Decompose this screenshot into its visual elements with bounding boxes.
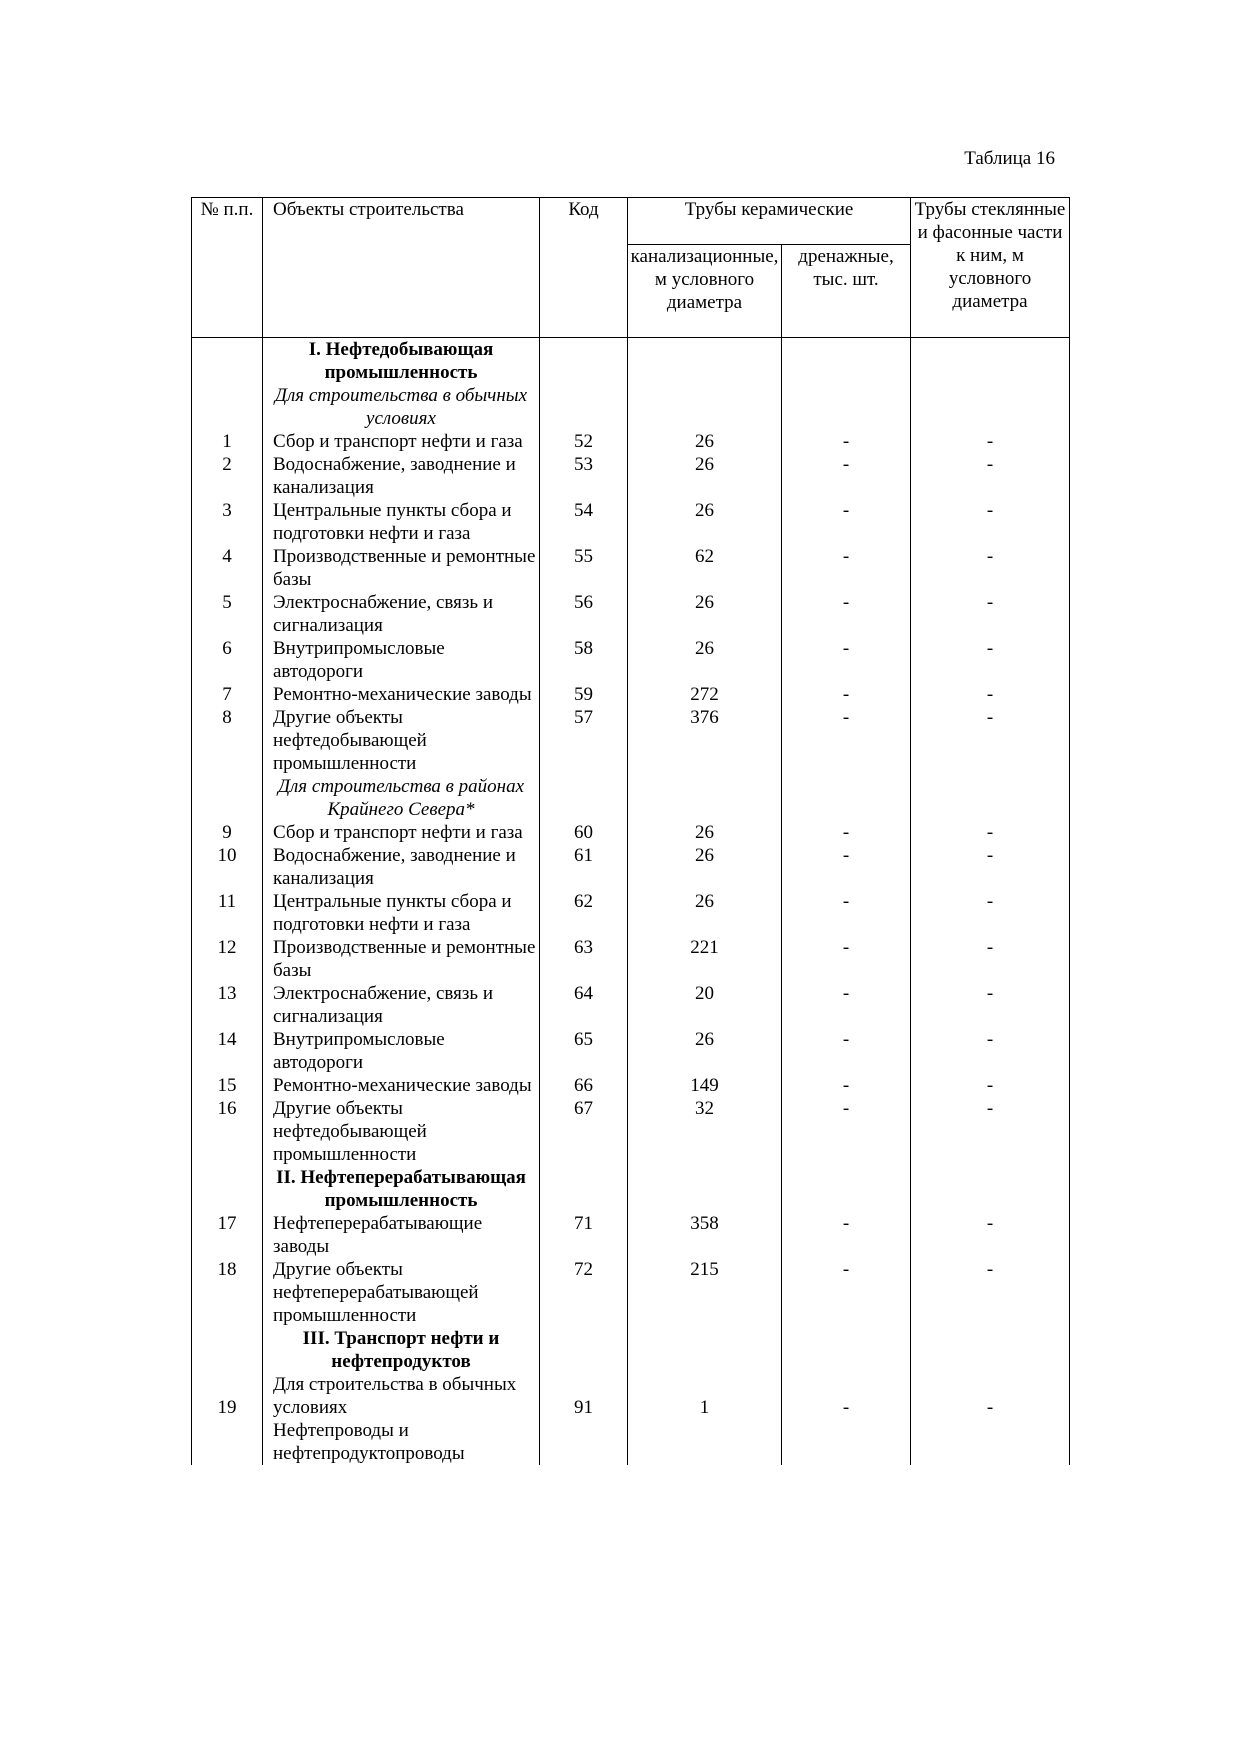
row-object-name: Ремонтно-механические заводы bbox=[273, 1075, 532, 1096]
row-object bbox=[263, 430, 540, 453]
row-glass: - bbox=[911, 683, 1070, 706]
row-drain: - bbox=[782, 453, 911, 499]
cell-empty bbox=[911, 1327, 1070, 1373]
row-object bbox=[263, 890, 540, 936]
row-code: 56 bbox=[540, 591, 628, 637]
row-sewer: 26 bbox=[628, 821, 782, 844]
row-object bbox=[263, 453, 540, 499]
row-number: 10 bbox=[192, 844, 263, 890]
row-code: 72 bbox=[540, 1258, 628, 1327]
table-row bbox=[192, 430, 1070, 453]
table-row bbox=[192, 1373, 1070, 1465]
row-object-name: Производственные и ремонтные базы bbox=[273, 937, 536, 981]
section-row bbox=[192, 338, 1070, 385]
header-glass: Трубы стеклянные и фасонные части к ним, м условного диаметра bbox=[911, 198, 1070, 338]
row-code: 54 bbox=[540, 499, 628, 545]
row-drain: - bbox=[782, 591, 911, 637]
cell-num-empty bbox=[192, 384, 263, 430]
row-code: 67 bbox=[540, 1097, 628, 1166]
row-object bbox=[263, 821, 540, 844]
row-number: 5 bbox=[192, 591, 263, 637]
row-glass: - bbox=[911, 637, 1070, 683]
row-object-name: Сбор и транспорт нефти и газа bbox=[273, 822, 523, 843]
header-code: Код bbox=[540, 198, 628, 338]
row-glass: - bbox=[911, 1212, 1070, 1258]
table-row bbox=[192, 683, 1070, 706]
header-ceramic: Трубы керамические bbox=[628, 198, 911, 245]
subsection-title: Для строительства в районах Крайнего Севера* bbox=[263, 775, 540, 821]
row-object-name: Центральные пункты сбора и подготовки нефти и газа bbox=[273, 891, 512, 935]
row-drain: - bbox=[782, 1258, 911, 1327]
row-code: 60 bbox=[540, 821, 628, 844]
row-sewer: 1 bbox=[628, 1373, 782, 1465]
table-row bbox=[192, 545, 1070, 591]
row-object bbox=[263, 1258, 540, 1327]
subsection-row bbox=[192, 775, 1070, 821]
row-code: 59 bbox=[540, 683, 628, 706]
table-row bbox=[192, 1028, 1070, 1074]
row-drain: - bbox=[782, 545, 911, 591]
row-number: 9 bbox=[192, 821, 263, 844]
row-glass: - bbox=[911, 591, 1070, 637]
row-object bbox=[263, 591, 540, 637]
row-sewer: 62 bbox=[628, 545, 782, 591]
row-number: 2 bbox=[192, 453, 263, 499]
cell-empty bbox=[628, 384, 782, 430]
row-drain: - bbox=[782, 936, 911, 982]
row-code: 66 bbox=[540, 1074, 628, 1097]
row-sewer: 376 bbox=[628, 706, 782, 775]
row-glass: - bbox=[911, 453, 1070, 499]
row-object bbox=[263, 545, 540, 591]
cell-empty bbox=[782, 1327, 911, 1373]
row-glass: - bbox=[911, 982, 1070, 1028]
row-object-name: Другие объекты нефтедобывающей промышленности bbox=[273, 1098, 427, 1165]
row-glass: - bbox=[911, 430, 1070, 453]
row-object-name: Сбор и транспорт нефти и газа bbox=[273, 431, 523, 452]
cell-empty bbox=[782, 384, 911, 430]
row-object bbox=[263, 1097, 540, 1166]
row-number: 17 bbox=[192, 1212, 263, 1258]
row-object bbox=[263, 1074, 540, 1097]
row-sewer: 20 bbox=[628, 982, 782, 1028]
row-glass: - bbox=[911, 844, 1070, 890]
row-code: 71 bbox=[540, 1212, 628, 1258]
row-object-name: Водоснабжение, заводнение и канализация bbox=[273, 845, 516, 889]
row-sewer: 26 bbox=[628, 844, 782, 890]
table-body bbox=[192, 338, 1070, 1466]
cell-empty bbox=[911, 1166, 1070, 1212]
cell-empty bbox=[628, 338, 782, 385]
row-drain: - bbox=[782, 890, 911, 936]
row-drain: - bbox=[782, 982, 911, 1028]
table-row bbox=[192, 706, 1070, 775]
row-code: 91 bbox=[540, 1373, 628, 1465]
cell-empty bbox=[628, 1327, 782, 1373]
row-glass: - bbox=[911, 821, 1070, 844]
cell-empty bbox=[782, 775, 911, 821]
row-glass: - bbox=[911, 1373, 1070, 1465]
row-object bbox=[263, 1373, 540, 1465]
row-object bbox=[263, 936, 540, 982]
cell-empty bbox=[540, 384, 628, 430]
cell-empty bbox=[540, 338, 628, 385]
row-number: 11 bbox=[192, 890, 263, 936]
cell-empty bbox=[911, 775, 1070, 821]
table-row bbox=[192, 637, 1070, 683]
row-number: 16 bbox=[192, 1097, 263, 1166]
subsection-title: Для строительства в обычных условиях bbox=[263, 384, 540, 430]
row-sewer: 26 bbox=[628, 453, 782, 499]
table-row bbox=[192, 1097, 1070, 1166]
row-object-name: Ремонтно-механические заводы bbox=[273, 684, 532, 705]
cell-empty bbox=[540, 775, 628, 821]
table-row bbox=[192, 982, 1070, 1028]
row-glass: - bbox=[911, 1028, 1070, 1074]
row-number: 14 bbox=[192, 1028, 263, 1074]
row-glass: - bbox=[911, 545, 1070, 591]
row-object bbox=[263, 637, 540, 683]
row-object-name: Водоснабжение, заводнение и канализация bbox=[273, 454, 516, 498]
cell-empty bbox=[628, 1166, 782, 1212]
row-sewer: 26 bbox=[628, 499, 782, 545]
header-sewer: канализационные, м условного диаметра bbox=[628, 245, 782, 338]
row-sewer: 32 bbox=[628, 1097, 782, 1166]
row-drain: - bbox=[782, 637, 911, 683]
row-object bbox=[263, 1028, 540, 1074]
table-row bbox=[192, 453, 1070, 499]
cell-empty bbox=[628, 775, 782, 821]
table-row bbox=[192, 821, 1070, 844]
row-sewer: 358 bbox=[628, 1212, 782, 1258]
row-number: 12 bbox=[192, 936, 263, 982]
row-object-name: Внутрипромысловые автодороги bbox=[273, 638, 445, 682]
row-object bbox=[263, 683, 540, 706]
table-caption: Таблица 16 bbox=[964, 148, 1055, 169]
row-number: 1 bbox=[192, 430, 263, 453]
row-object bbox=[263, 844, 540, 890]
row-object-name: Производственные и ремонтные базы bbox=[273, 546, 536, 590]
row-glass: - bbox=[911, 499, 1070, 545]
row-code: 63 bbox=[540, 936, 628, 982]
row-drain: - bbox=[782, 1097, 911, 1166]
cell-num-empty bbox=[192, 338, 263, 385]
row-number: 3 bbox=[192, 499, 263, 545]
row-object bbox=[263, 706, 540, 775]
row-object bbox=[263, 1212, 540, 1258]
row-code: 55 bbox=[540, 545, 628, 591]
row-code: 58 bbox=[540, 637, 628, 683]
row-object-name: Центральные пункты сбора и подготовки нефти и газа bbox=[273, 500, 512, 544]
header-object: Объекты строительства bbox=[263, 198, 540, 338]
cell-num-empty bbox=[192, 1327, 263, 1373]
table-row bbox=[192, 499, 1070, 545]
header-num: № п.п. bbox=[192, 198, 263, 338]
row-drain: - bbox=[782, 1028, 911, 1074]
row-object bbox=[263, 499, 540, 545]
row-sewer: 26 bbox=[628, 890, 782, 936]
cell-empty bbox=[540, 1327, 628, 1373]
row-code: 52 bbox=[540, 430, 628, 453]
table-row bbox=[192, 591, 1070, 637]
row-object-name: Электроснабжение, связь и сигнализация bbox=[273, 592, 493, 636]
row-code: 61 bbox=[540, 844, 628, 890]
row-drain: - bbox=[782, 1212, 911, 1258]
row-sewer: 26 bbox=[628, 430, 782, 453]
row-sewer: 215 bbox=[628, 1258, 782, 1327]
table-row bbox=[192, 890, 1070, 936]
cell-empty bbox=[540, 1166, 628, 1212]
row-sewer: 26 bbox=[628, 637, 782, 683]
cell-empty bbox=[911, 384, 1070, 430]
row-number: 8 bbox=[192, 706, 263, 775]
section-title: I. Нефтедобывающая промышленность bbox=[263, 338, 540, 385]
row-object-name: Нефтеперерабатывающие заводы bbox=[273, 1213, 483, 1257]
header-drain: дренажные, тыс. шт. bbox=[782, 245, 911, 338]
row-object-name: Другие объекты нефтеперерабатывающей промышленности bbox=[273, 1259, 479, 1326]
row-object-name: Электроснабжение, связь и сигнализация bbox=[273, 983, 493, 1027]
table-row bbox=[192, 1074, 1070, 1097]
row-code: 62 bbox=[540, 890, 628, 936]
row-number: 7 bbox=[192, 683, 263, 706]
row-number: 6 bbox=[192, 637, 263, 683]
pipes-table bbox=[191, 197, 1070, 1465]
row-drain: - bbox=[782, 683, 911, 706]
table-row bbox=[192, 936, 1070, 982]
row-code: 53 bbox=[540, 453, 628, 499]
table-row bbox=[192, 1212, 1070, 1258]
cell-num-empty bbox=[192, 775, 263, 821]
row-sewer: 26 bbox=[628, 591, 782, 637]
cell-empty bbox=[782, 1166, 911, 1212]
section-title: II. Нефтеперерабатывающая промышленность bbox=[263, 1166, 540, 1212]
row-number: 15 bbox=[192, 1074, 263, 1097]
section-title: III. Транспорт нефти и нефтепродуктов bbox=[263, 1327, 540, 1373]
row-glass: - bbox=[911, 706, 1070, 775]
row-object bbox=[263, 982, 540, 1028]
row-sewer: 221 bbox=[628, 936, 782, 982]
row-object-name: Другие объекты нефтедобывающей промышленности bbox=[273, 707, 427, 774]
row-glass: - bbox=[911, 1074, 1070, 1097]
section-row bbox=[192, 1166, 1070, 1212]
cell-empty bbox=[911, 338, 1070, 385]
row-sewer: 149 bbox=[628, 1074, 782, 1097]
table-row bbox=[192, 844, 1070, 890]
row-drain: - bbox=[782, 844, 911, 890]
row-number: 13 bbox=[192, 982, 263, 1028]
row-glass: - bbox=[911, 1097, 1070, 1166]
row-number: 4 bbox=[192, 545, 263, 591]
row-code: 65 bbox=[540, 1028, 628, 1074]
row-drain: - bbox=[782, 499, 911, 545]
row-glass: - bbox=[911, 1258, 1070, 1327]
row-number: 19 bbox=[192, 1373, 263, 1465]
row-code: 64 bbox=[540, 982, 628, 1028]
cell-empty bbox=[782, 338, 911, 385]
row-object-name: Внутрипромысловые автодороги bbox=[273, 1029, 445, 1073]
row-code: 57 bbox=[540, 706, 628, 775]
subsection-row bbox=[192, 384, 1070, 430]
row-drain: - bbox=[782, 706, 911, 775]
table-row bbox=[192, 1258, 1070, 1327]
row-glass: - bbox=[911, 936, 1070, 982]
row-sewer: 272 bbox=[628, 683, 782, 706]
row-sewer: 26 bbox=[628, 1028, 782, 1074]
row-glass: - bbox=[911, 890, 1070, 936]
row-drain: - bbox=[782, 430, 911, 453]
section-row bbox=[192, 1327, 1070, 1373]
row-drain: - bbox=[782, 1373, 911, 1465]
row-drain: - bbox=[782, 821, 911, 844]
cell-num-empty bbox=[192, 1166, 263, 1212]
row-object-name: Нефтепроводы и нефтепродуктопроводы bbox=[273, 1420, 465, 1464]
subsection-title: Для строительства в обычных условиях bbox=[273, 1374, 517, 1418]
row-drain: - bbox=[782, 1074, 911, 1097]
row-number: 18 bbox=[192, 1258, 263, 1327]
